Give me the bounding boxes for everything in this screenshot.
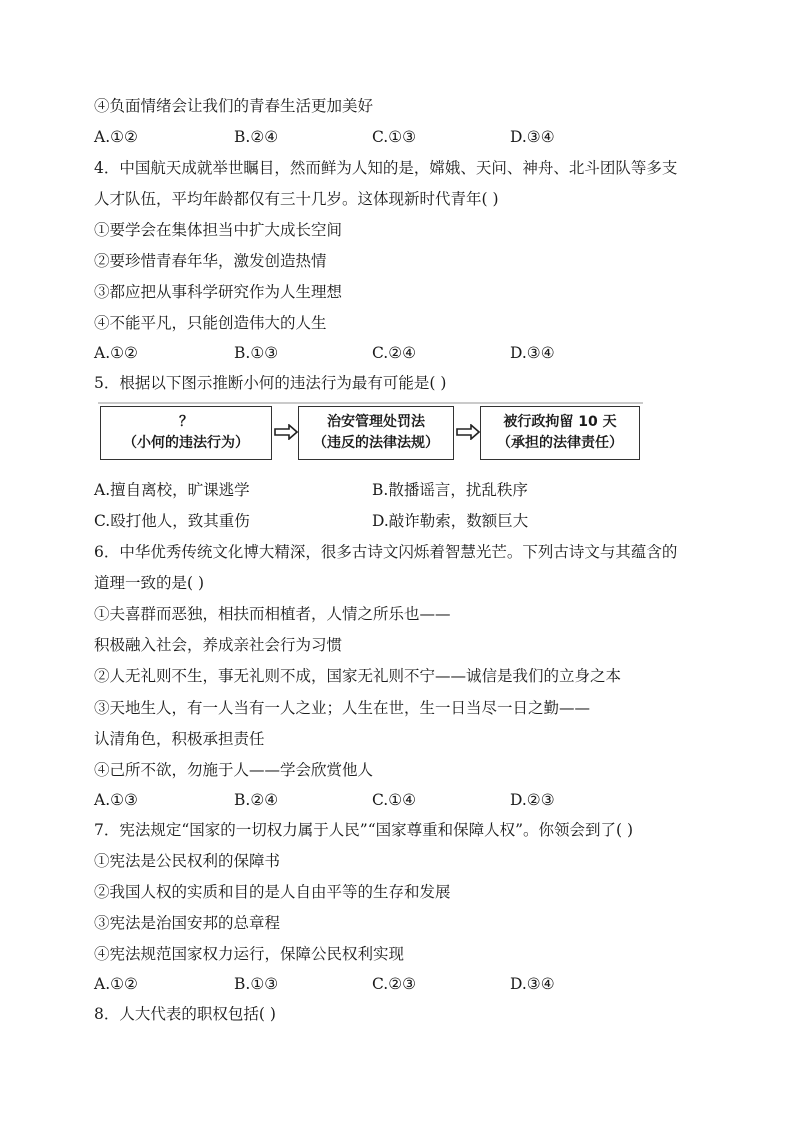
q6-option-4: ④己所不欲，勿施于人——学会欣赏他人 — [94, 761, 374, 779]
q6-answer-b[interactable]: B.②④ — [234, 791, 279, 809]
q7-answer-d[interactable]: D.③④ — [510, 975, 555, 993]
q5-stem: 5．根据以下图示推断小何的违法行为最有可能是( ) — [94, 374, 447, 392]
q7-answer-a[interactable]: A.①② — [94, 975, 138, 993]
q5-answer-d[interactable]: D.敲诈勒索，数额巨大 — [372, 512, 529, 530]
flow-box-law — [298, 406, 454, 460]
q4-option-4: ④不能平凡，只能创造伟大的人生 — [94, 314, 327, 332]
q7-option-2: ②我国人权的实质和目的是人自由平等的生存和发展 — [94, 883, 451, 901]
q7-option-3: ③宪法是治国安邦的总章程 — [94, 914, 281, 932]
q3-answer-c[interactable]: C.①③ — [372, 128, 417, 146]
q4-answers — [94, 343, 714, 363]
flow-box-violation-line-2: （小何的违法行为） — [123, 435, 249, 451]
q6-answer-a[interactable]: A.①③ — [94, 791, 138, 809]
flow-scan-edge — [98, 402, 643, 404]
q6-answers — [94, 790, 714, 810]
q7-option-1: ①宪法是公民权利的保障书 — [94, 852, 281, 870]
arrow-right-icon — [274, 424, 298, 440]
q6-option-3-line-1: ③天地生人，有一人当有一人之业；人生在世，生一日当尽一日之勤—— — [94, 699, 591, 717]
q4-answer-d[interactable]: D.③④ — [510, 344, 555, 362]
q7-stem: 7．宪法规定“国家的一切权力属于人民”“国家尊重和保障人权”。你领会到了( ) — [94, 821, 634, 839]
q6-option-1-line-1: ①夫喜群而恶独，相扶而相植者，人情之所乐也—— — [94, 605, 451, 623]
flow-box-violation — [100, 406, 272, 460]
q6-answer-d[interactable]: D.②③ — [510, 791, 555, 809]
q6-stem-line-1: 6．中华优秀传统文化博大精深，很多古诗文闪烁着智慧光芒。下列古诗文与其蕴含的 — [94, 543, 678, 561]
q4-option-3: ③都应把从事科学研究作为人生理想 — [94, 283, 343, 301]
q7-answers — [94, 974, 714, 994]
q4-option-2: ②要珍惜青春年华，激发创造热情 — [94, 252, 327, 270]
q4-option-1: ①要学会在集体担当中扩大成长空间 — [94, 221, 343, 239]
flow-box-liability — [480, 406, 640, 460]
q3-answer-a[interactable]: A.①② — [94, 128, 138, 146]
q3-answers — [94, 127, 714, 147]
q6-answer-c[interactable]: C.①④ — [372, 791, 417, 809]
q6-option-3-line-2: 认清角色，积极承担责任 — [94, 730, 265, 748]
q3-answer-d[interactable]: D.③④ — [510, 128, 555, 146]
q6-stem-line-2: 道理一致的是( ) — [94, 574, 205, 592]
q7-answer-b[interactable]: B.①③ — [234, 975, 279, 993]
flow-box-liability-line-2: （承担的法律责任） — [497, 435, 623, 451]
flow-box-law-line-2: （违反的法律法规） — [313, 435, 439, 451]
q7-option-4: ④宪法规范国家权力运行，保障公民权利实现 — [94, 945, 405, 963]
q3-option-4: ④负面情绪会让我们的青春生活更加美好 — [94, 97, 374, 115]
q5-answer-a[interactable]: A.擅自离校，旷课逃学 — [94, 481, 250, 499]
flow-box-liability-line-1: 被行政拘留 10 天 — [503, 414, 617, 430]
q4-answer-c[interactable]: C.②④ — [372, 344, 417, 362]
q7-answer-c[interactable]: C.②③ — [372, 975, 417, 993]
q5-answer-b[interactable]: B.散播谣言，扰乱秩序 — [372, 481, 528, 499]
q3-answer-b[interactable]: B.②④ — [234, 128, 279, 146]
q4-answer-b[interactable]: B.①③ — [234, 344, 279, 362]
flow-box-violation-line-1: ？ — [179, 414, 193, 430]
q6-option-1-line-2: 积极融入社会，养成亲社会行为习惯 — [94, 636, 343, 654]
q6-option-2: ②人无礼则不生，事无礼则不成，国家无礼则不宁——诚信是我们的立身之本 — [94, 667, 622, 685]
flow-box-law-line-1: 治安管理处罚法 — [327, 414, 425, 430]
flow-diagram — [98, 402, 643, 466]
q5-answers-row-1 — [94, 480, 714, 500]
q5-answer-c[interactable]: C.殴打他人，致其重伤 — [94, 512, 250, 530]
q4-stem-line-1: 4．中国航天成就举世瞩目，然而鲜为人知的是，嫦娥、天问、神舟、北斗团队等多支 — [94, 159, 678, 177]
q4-stem-line-2: 人才队伍，平均年龄都仅有三十几岁。这体现新时代青年( ) — [94, 190, 499, 208]
q8-stem: 8．人大代表的职权包括( ) — [94, 1005, 276, 1023]
q5-answers-row-2 — [94, 511, 714, 531]
arrow-right-icon — [456, 424, 480, 440]
q4-answer-a[interactable]: A.①② — [94, 344, 138, 362]
